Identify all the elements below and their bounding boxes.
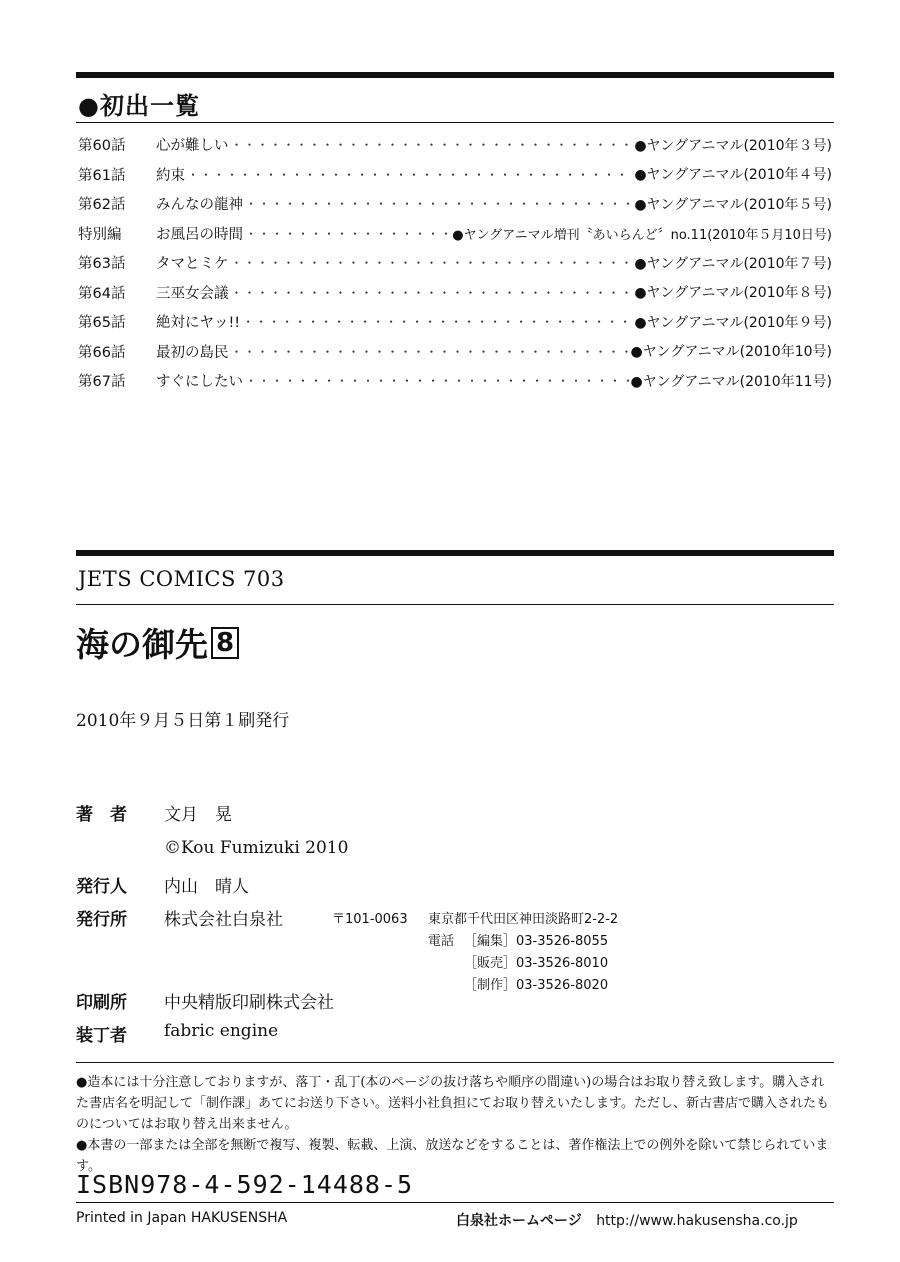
phone-label: 電話 (428, 934, 455, 949)
leader-dots (231, 136, 635, 153)
top-rule (76, 72, 834, 78)
leader-dots (242, 313, 634, 330)
episode-number: 第63話 (78, 256, 126, 273)
episode-title: 最初の島民 (156, 344, 229, 361)
leader-dots (231, 343, 631, 360)
phone-production: ［制作］03-3526-8020 (464, 978, 609, 993)
episode-source: ●ヤングアニマル(2010年３号) (634, 137, 832, 154)
publisher-person-label: 発行人 (76, 877, 127, 897)
notice-rule (76, 1062, 834, 1063)
book-title: 海の御先 (76, 625, 208, 664)
notice-text (76, 1072, 836, 1177)
printer-name: 中央精版印刷株式会社 (164, 993, 334, 1013)
episode-source: ●ヤングアニマル(2010年10号) (630, 344, 832, 361)
homepage (456, 1210, 798, 1230)
episode-title: 絶対にヤッ!! (156, 315, 241, 332)
first-appearance-list (78, 130, 832, 396)
leader-dots (245, 372, 631, 389)
notice-paragraph: ●造本には十分注意しておりますが、落丁・乱丁(本のページの抜け落ちや順序の間違い)の場合はお取り替え致します。購入された書店名を明記して「制作課」あてにお送り下さい。送料小社負担にてお取り替えいたします。ただし、新古書店で購入されたものについてはお取り替え出来ません。 (76, 1075, 829, 1132)
series-name: JETS COMICS 703 (78, 567, 285, 591)
list-item (78, 130, 832, 160)
book-title-block (76, 619, 239, 666)
homepage-label: 白泉社ホームページ (456, 1213, 582, 1229)
leader-dots (231, 254, 635, 271)
episode-number: 第65話 (78, 315, 126, 332)
list-item (78, 248, 832, 278)
publish-date: 2010年９月５日第１刷発行 (76, 711, 290, 731)
leader-dots (245, 195, 634, 212)
colophon-rule (76, 550, 834, 556)
episode-title: みんなの龍神 (156, 197, 243, 214)
publisher-name: 株式会社白泉社 (164, 910, 283, 930)
phone-sales: ［販売］03-3526-8010 (464, 956, 609, 971)
phone-editorial: ［編集］03-3526-8055 (464, 934, 609, 949)
isbn: ISBN978-4-592-14488-5 (76, 1170, 414, 1199)
list-item (78, 366, 832, 396)
episode-title: すぐにしたい (156, 374, 243, 391)
volume-number: 8 (211, 627, 239, 659)
publisher-label: 発行所 (76, 910, 127, 930)
postal-code: 〒101-0063 (332, 912, 408, 927)
list-item (78, 278, 832, 308)
list-item (78, 219, 832, 249)
episode-source: ●ヤングアニマル(2010年９号) (634, 314, 832, 331)
episode-source: ●ヤングアニマル(2010年４号) (634, 167, 832, 184)
publisher-person-name: 内山 晴人 (164, 877, 249, 897)
episode-title: 心が難しい (156, 138, 229, 155)
printed-in: Printed in Japan HAKUSENSHA (76, 1210, 288, 1226)
series-underline (76, 604, 834, 605)
first-appearance-heading: ●初出一覧 (78, 92, 200, 120)
notice-paragraph: ●本書の一部または全部を無断で複写、複製、転載、上演、放送などをすることは、著作権法上での例外を除いて禁じられています。 (76, 1138, 829, 1174)
list-item (78, 307, 832, 337)
homepage-url[interactable]: http://www.hakusensha.co.jp (596, 1213, 798, 1229)
episode-source: ●ヤングアニマル(2010年７号) (634, 255, 832, 272)
publisher-address: 東京都千代田区神田淡路町2-2-2 (428, 912, 619, 927)
leader-dots (231, 284, 635, 301)
episode-number: 第67話 (78, 374, 126, 391)
episode-number: 第64話 (78, 285, 126, 302)
episode-title: お風呂の時間 (156, 226, 243, 243)
heading-underline (76, 122, 834, 123)
episode-title: タマとミケ (156, 256, 229, 273)
episode-number: 特別編 (78, 226, 122, 243)
author-name: 文月 晃 (164, 805, 232, 825)
episode-title: 三巫女会議 (156, 285, 229, 302)
leader-dots (245, 225, 452, 242)
episode-title: 約束 (156, 167, 185, 184)
footer-rule (76, 1202, 834, 1203)
list-item (78, 189, 832, 219)
episode-source: ●ヤングアニマル(2010年11号) (630, 373, 832, 390)
design-label: 装丁者 (76, 1026, 127, 1046)
leader-dots (187, 166, 634, 183)
episode-number: 第61話 (78, 167, 126, 184)
list-item (78, 160, 832, 190)
episode-source: ●ヤングアニマル(2010年８号) (634, 285, 832, 302)
list-item (78, 337, 832, 367)
episode-number: 第66話 (78, 344, 126, 361)
author-label: 著 者 (76, 805, 127, 825)
printer-label: 印刷所 (76, 993, 127, 1013)
episode-source: ●ヤングアニマル増刊〝あいらんど〞no.11(2010年５月10日号) (452, 227, 832, 243)
episode-number: 第60話 (78, 138, 126, 155)
designer-name: fabric engine (164, 1021, 279, 1041)
episode-number: 第62話 (78, 197, 126, 214)
episode-source: ●ヤングアニマル(2010年５号) (634, 196, 832, 213)
copyright-notice: ©Kou Fumizuki 2010 (164, 838, 349, 858)
